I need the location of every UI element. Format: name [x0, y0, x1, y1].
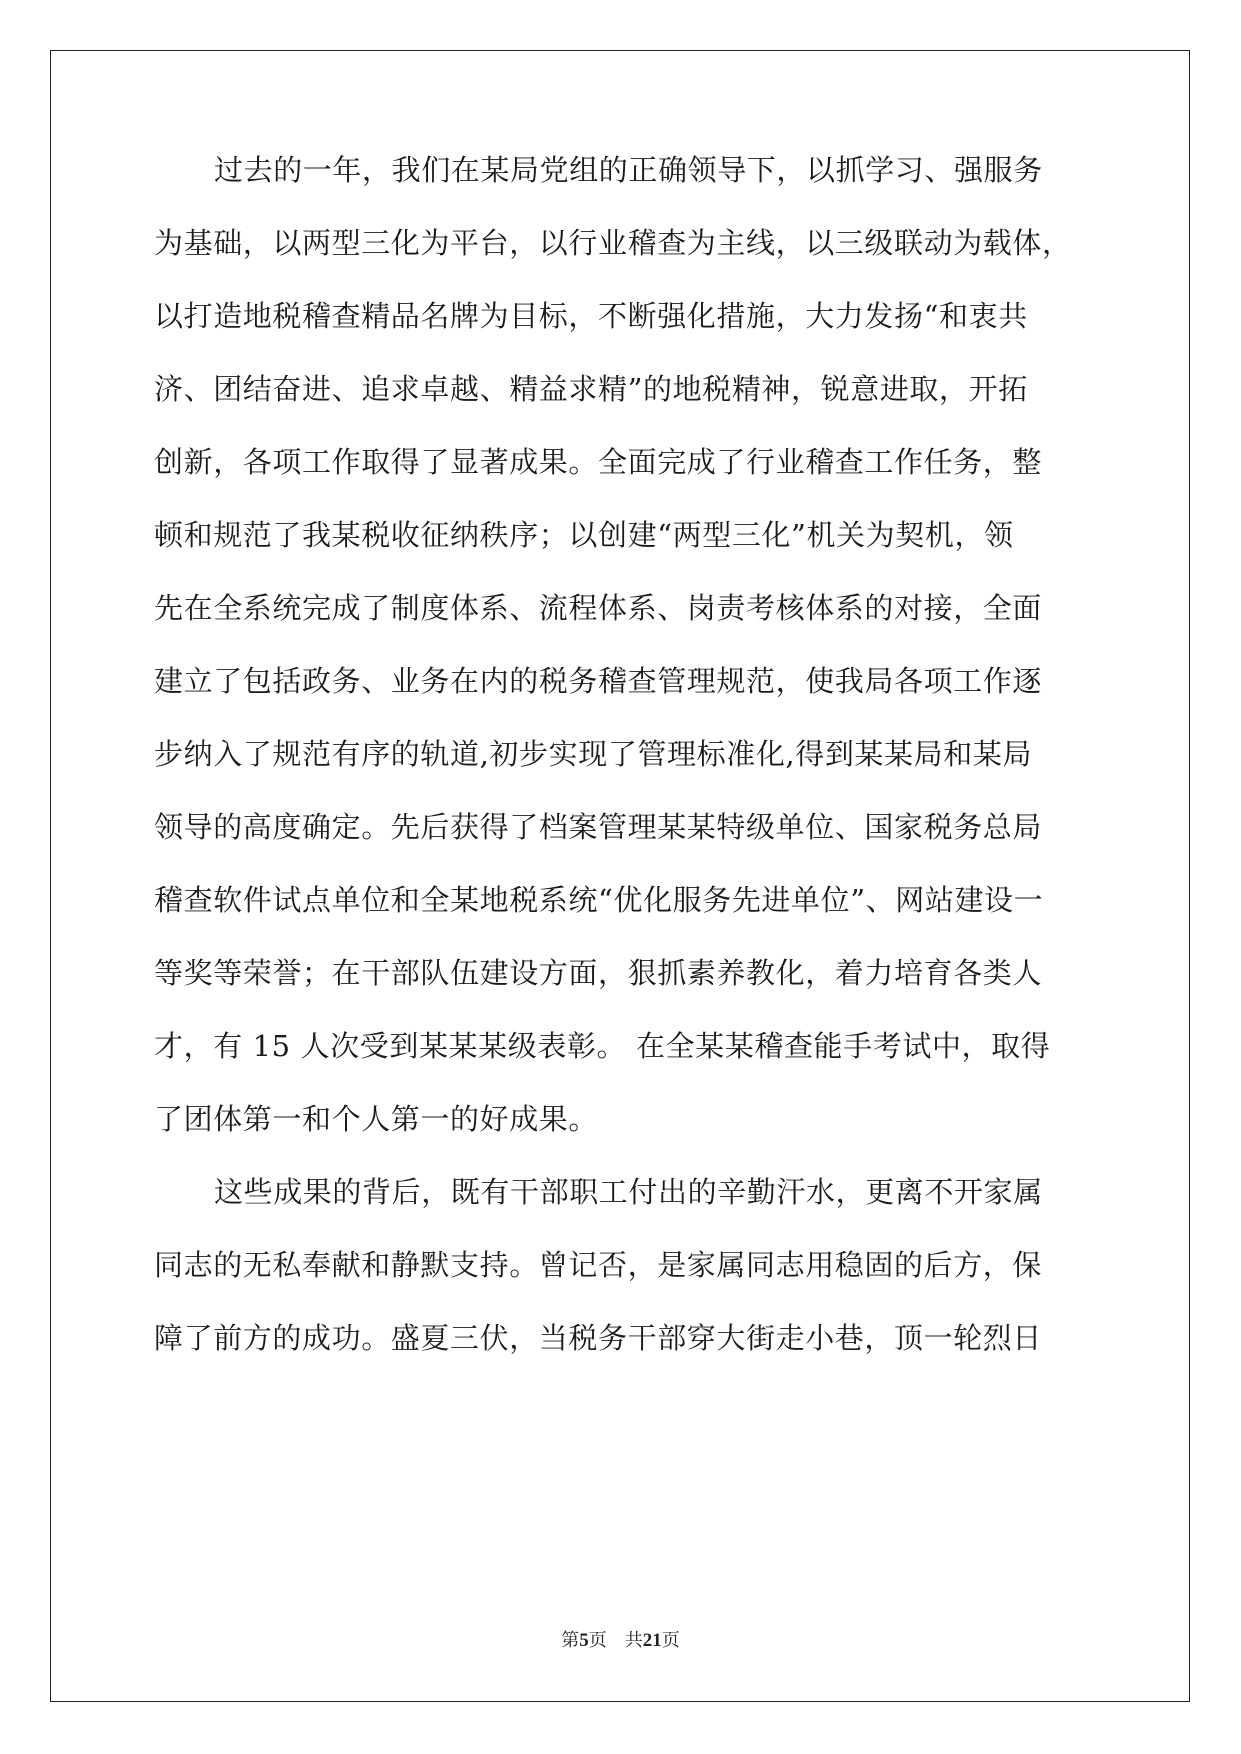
text-line: 步纳入了规范有序的轨道,初步实现了管理标准化,得到某某局和某局 — [154, 737, 1033, 771]
text-line: 稽查软件试点单位和全某地税系统“优化服务先进单位”、网站建设一 — [154, 883, 1044, 917]
footer-page-total: 21 — [642, 1630, 662, 1651]
text-line: 济、团结奋进、追求卓越、精益求精”的地税精神，锐意进取，开拓 — [154, 372, 1028, 406]
text-line: 建立了包括政务、业务在内的税务稽查管理规范，使我局各项工作逐 — [154, 664, 1043, 698]
page-footer — [0, 1626, 1241, 1652]
footer-page-prefix: 第 — [561, 1630, 580, 1651]
text-line: 为基础，以两型三化为平台，以行业稽查为主线，以三级联动为载体， — [154, 226, 1072, 260]
footer-page-current: 5 — [579, 1630, 589, 1651]
text-line: 过去的一年，我们在某局党组的正确领导下，以抓学习、强服务 — [214, 153, 1043, 187]
footer-total-unit: 页 — [661, 1630, 680, 1651]
text-line: 这些成果的背后，既有干部职工付出的辛勤汗水，更离不开家属 — [214, 1175, 1043, 1209]
text-line: 障了前方的成功。盛夏三伏，当税务干部穿大街走小巷，顶一轮烈日 — [154, 1321, 1043, 1355]
text-line: 以打造地税稽查精品名牌为目标，不断强化措施，大力发扬“和衷共 — [154, 299, 1028, 333]
text-line: 顿和规范了我某税收征纳秩序；以创建“两型三化”机关为契机，领 — [154, 518, 1014, 552]
footer-page-unit: 页 — [588, 1630, 607, 1651]
text-line: 同志的无私奉献和静默支持。曾记否，是家属同志用稳固的后方，保 — [154, 1248, 1043, 1282]
text-line: 先在全系统完成了制度体系、流程体系、岗责考核体系的对接，全面 — [154, 591, 1043, 625]
footer-total-prefix: 共 — [624, 1630, 643, 1651]
text-line: 创新，各项工作取得了显著成果。全面完成了行业稽查工作任务，整 — [154, 445, 1043, 479]
text-line: 了团体第一和个人第一的好成果。 — [154, 1102, 599, 1136]
text-line: 等奖等荣誉；在干部队伍建设方面，狠抓素养教化，着力培育各类人 — [154, 956, 1043, 990]
text-line: 领导的高度确定。先后获得了档案管理某某特级单位、国家税务总局 — [154, 810, 1043, 844]
text-line: 才，有 15 人次受到某某某级表彰。 在全某某稽查能手考试中，取得 — [154, 1029, 1051, 1063]
